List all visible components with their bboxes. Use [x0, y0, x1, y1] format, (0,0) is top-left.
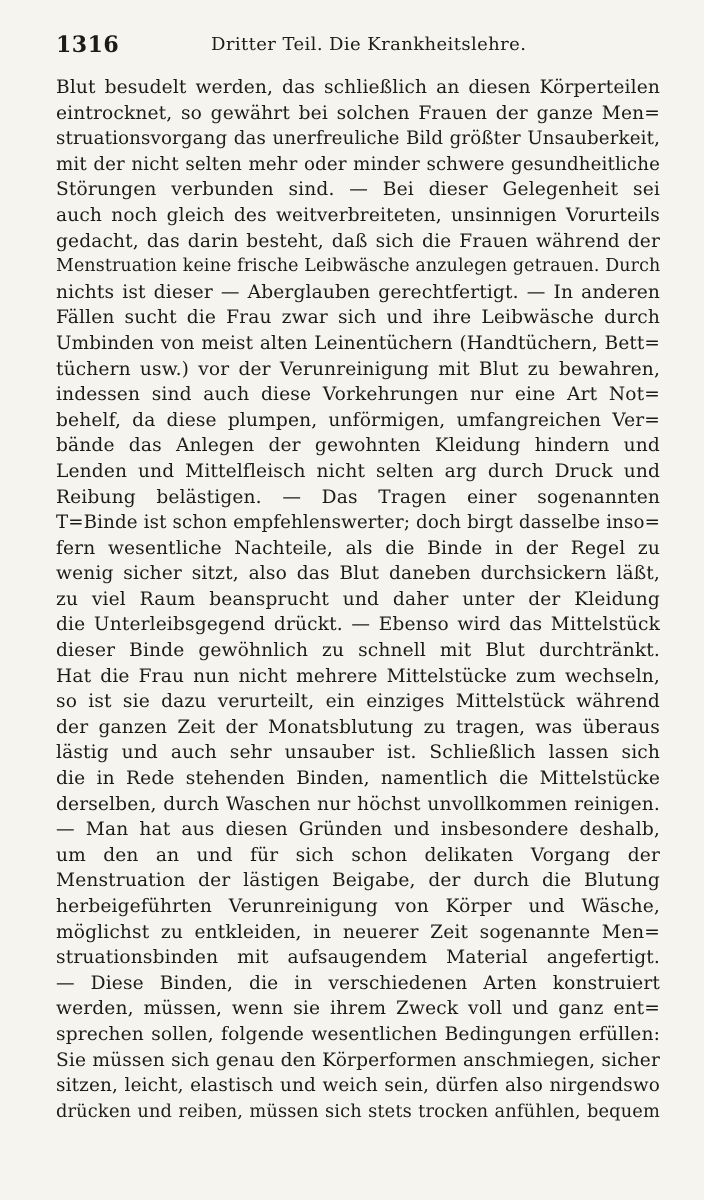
- text-line: derselben, durch Waschen nur höchst unvollkommen reinigen.: [56, 793, 660, 815]
- text-line: eintrocknet, so gewährt bei solchen Frauen der ganze Men=: [56, 102, 660, 124]
- text-line: sprechen sollen, folgende wesentlichen Bedingungen erfüllen:: [56, 1023, 660, 1045]
- page-header: [56, 32, 656, 62]
- text-line: zu viel Raum beansprucht und daher unter der Kleidung: [56, 588, 660, 610]
- text-line: die Unterleibsgegend drückt. — Ebenso wird das Mittelstück: [56, 614, 660, 636]
- text-line: Lenden und Mittelfleisch nicht selten arg durch Druck und: [56, 460, 660, 482]
- text-line: Reibung belästigen. — Das Tragen einer sogenannten: [56, 486, 660, 508]
- text-line: lästig und auch sehr unsauber ist. Schließlich lassen sich: [56, 742, 660, 764]
- text-line: — Diese Binden, die in verschiedenen Arten konstruiert: [56, 972, 660, 994]
- text-line: die in Rede stehenden Binden, namentlich die Mittelstücke: [56, 768, 660, 790]
- text-line: Sie müssen sich genau den Körperformen anschmiegen, sicher: [56, 1049, 660, 1071]
- text-line: fern wesentliche Nachteile, als die Binde in der Regel zu: [56, 537, 660, 559]
- text-line: Fällen sucht die Frau zwar sich und ihre Leibwäsche durch: [56, 307, 660, 329]
- text-line: struationsvorgang das unerfreuliche Bild größter Unsauberkeit,: [56, 128, 660, 150]
- text-line: — Man hat aus diesen Gründen und insbesondere deshalb,: [56, 819, 660, 841]
- text-line: T=Binde ist schon empfehlenswerter; doch birgt dasselbe inso=: [56, 512, 660, 534]
- text-line: struationsbinden mit aufsaugendem Material angefertigt.: [56, 947, 660, 969]
- text-line: werden, müssen, wenn sie ihrem Zweck voll und ganz ent=: [56, 998, 660, 1020]
- text-line: Menstruation der lästigen Beigabe, der durch die Blutung: [56, 870, 660, 892]
- running-title: Dritter Teil. Die Krankheitslehre.: [211, 34, 527, 55]
- text-line: sitzen, leicht, elastisch und weich sein, dürfen also nirgendswo: [56, 1075, 660, 1097]
- text-line: behelf, da diese plumpen, unförmigen, umfangreichen Ver=: [56, 409, 660, 431]
- text-line: indessen sind auch diese Vorkehrungen nur eine Art Not=: [56, 384, 660, 406]
- text-line: nichts ist dieser — Aberglauben gerechtfertigt. — In anderen: [56, 281, 660, 303]
- text-line: um den an und für sich schon delikaten Vorgang der: [56, 844, 660, 866]
- text-line: Blut besudelt werden, das schließlich an diesen Körperteilen: [56, 77, 660, 98]
- text-line: Hat die Frau nun nicht mehrere Mittelstücke zum wechseln,: [56, 665, 660, 687]
- text-line: wenig sicher sitzt, also das Blut daneben durchsickern läßt,: [56, 563, 660, 585]
- text-line: Umbinden von meist alten Leinentüchern (Handtüchern, Bett=: [56, 332, 660, 354]
- text-line: auch noch gleich des weitverbreiteten, unsinnigen Vorurteils: [56, 204, 660, 226]
- text-line: drücken und reiben, müssen sich stets trocken anfühlen, bequem: [56, 1100, 660, 1122]
- text-line: bände das Anlegen der gewohnten Kleidung hindern und: [56, 435, 660, 457]
- text-line: tüchern usw.) vor der Verunreinigung mit Blut zu bewahren,: [56, 358, 660, 380]
- text-line: dieser Binde gewöhnlich zu schnell mit Blut durchtränkt.: [56, 640, 660, 662]
- text-line: gedacht, das darin besteht, daß sich die Frauen während der: [56, 230, 660, 252]
- text-line: herbeigeführten Verunreinigung von Körper und Wäsche,: [56, 896, 660, 917]
- body-text: [56, 75, 660, 1124]
- text-line: so ist sie dazu verurteilt, ein einziges Mittelstück während: [56, 691, 660, 713]
- text-line: der ganzen Zeit der Monatsblutung zu tragen, was überaus: [56, 716, 660, 738]
- text-line: mit der nicht selten mehr oder minder schwere gesundheitliche: [56, 153, 660, 175]
- text-line: Menstruation keine frische Leibwäsche anzulegen getrauen. Durch: [56, 256, 661, 277]
- text-line: möglichst zu entkleiden, in neuerer Zeit sogenannte Men=: [56, 921, 660, 943]
- page-number: 1316: [56, 32, 120, 58]
- text-line: Störungen verbunden sind. — Bei dieser Gelegenheit sei: [56, 179, 660, 201]
